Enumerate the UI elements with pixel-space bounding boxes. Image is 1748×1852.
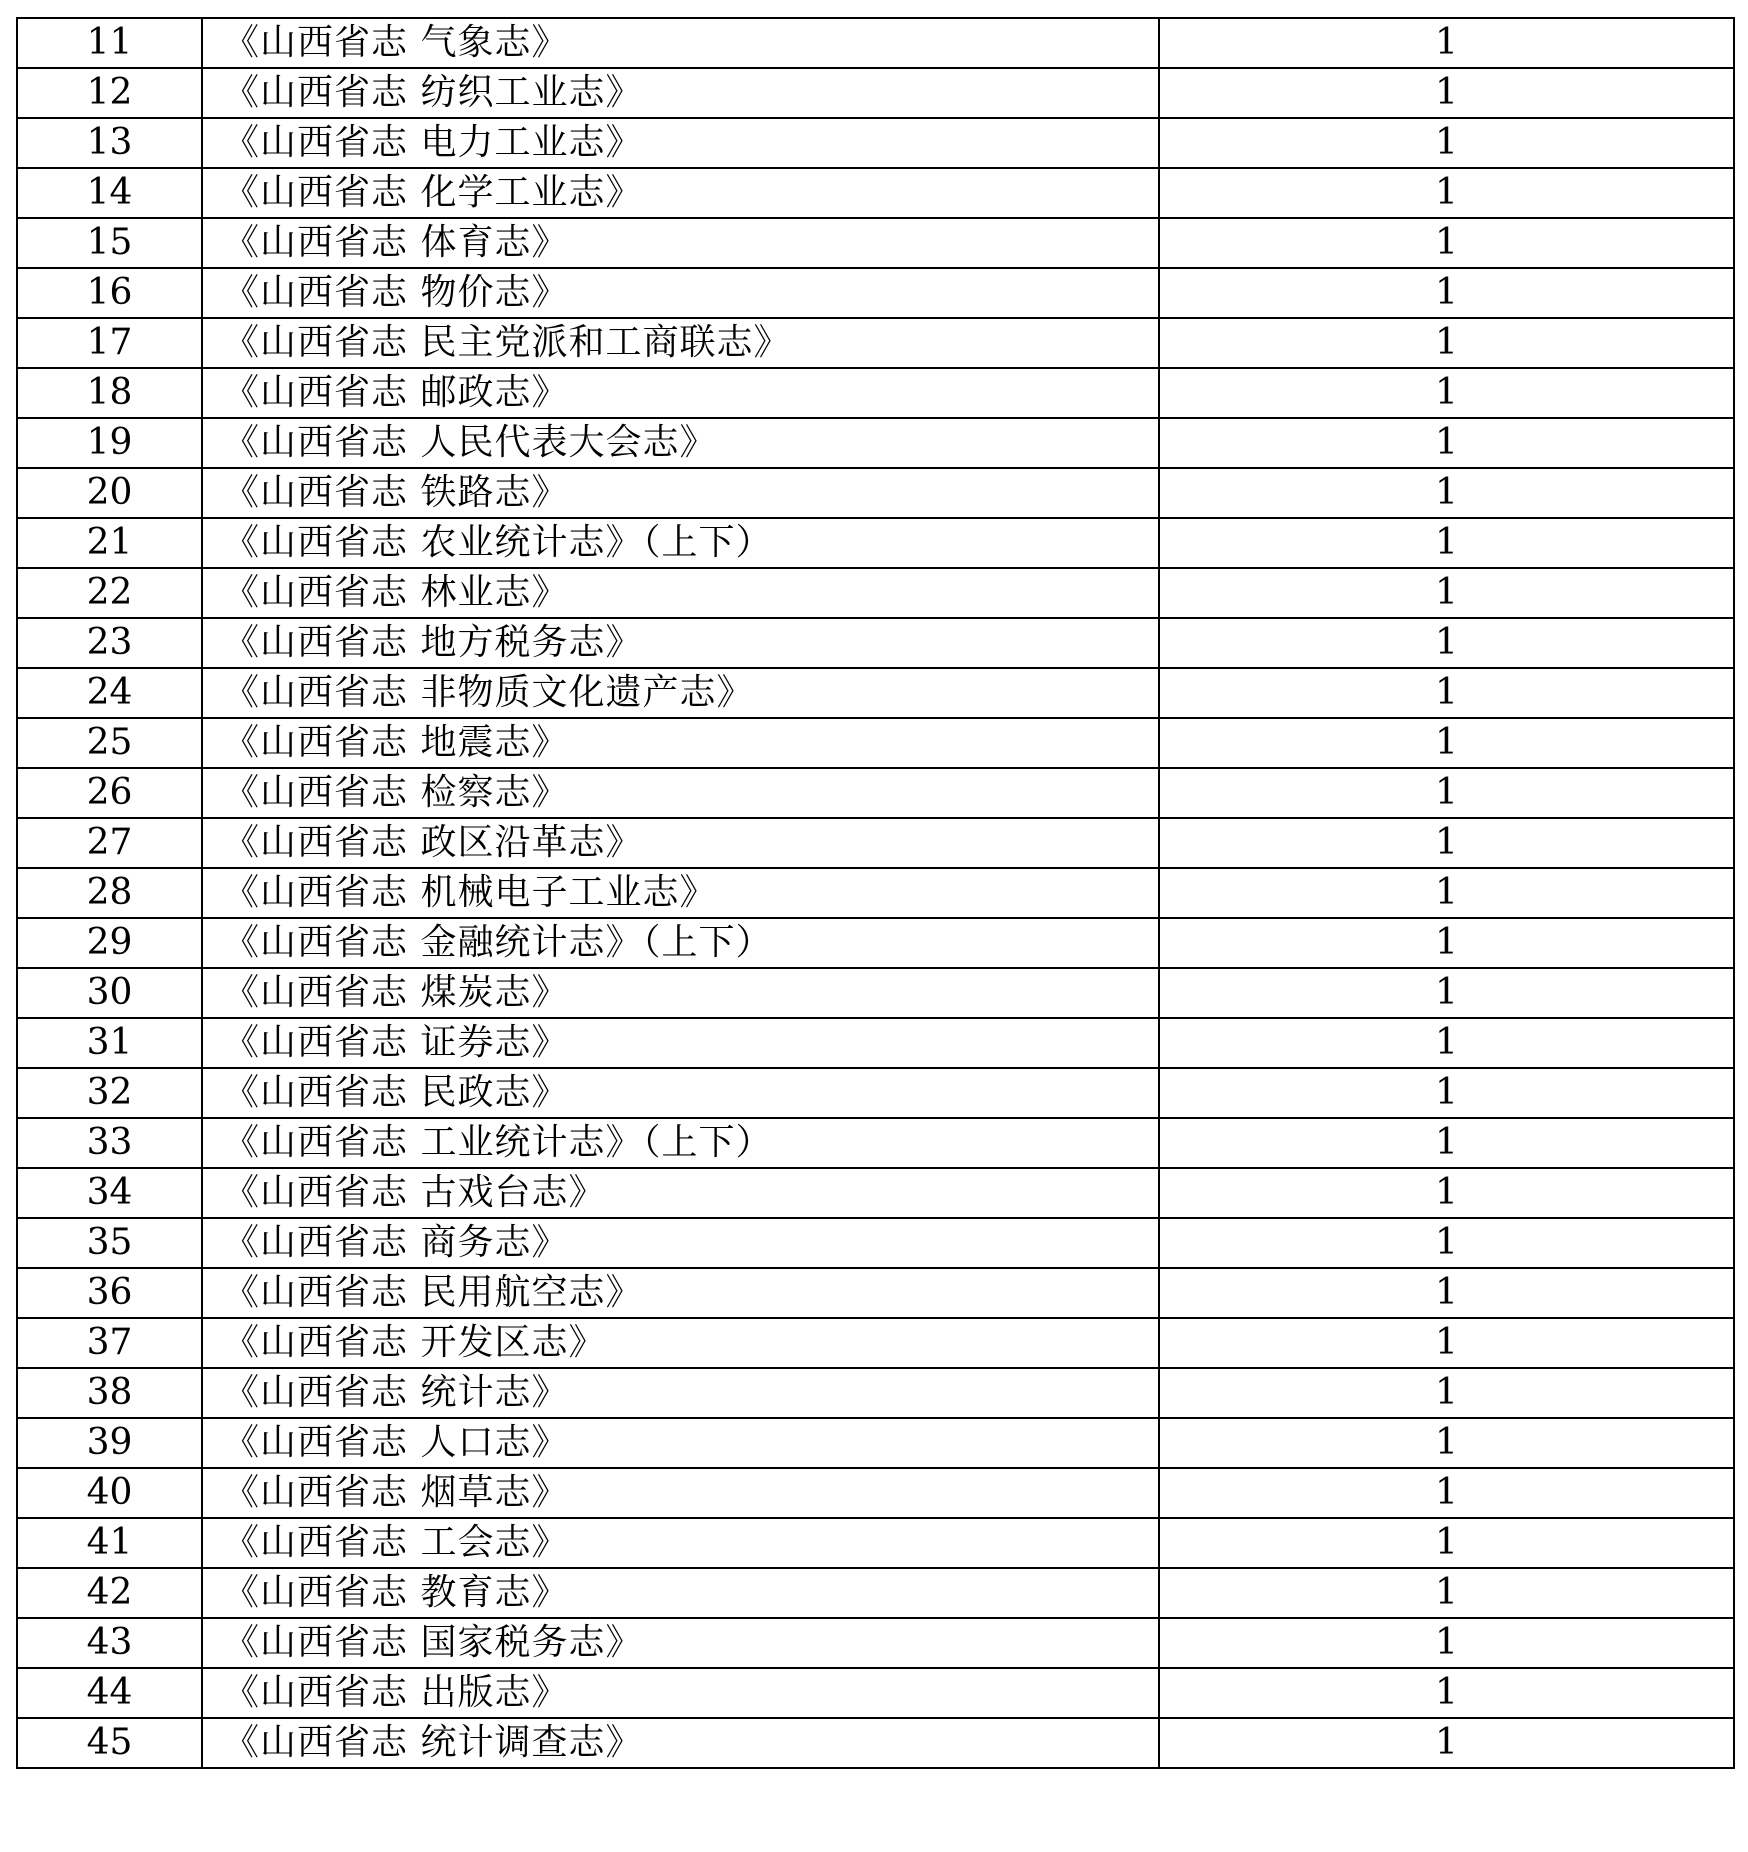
row-number-cell: 26	[17, 768, 202, 818]
quantity-cell: 1	[1159, 768, 1734, 818]
table-row	[17, 768, 1734, 818]
quantity-cell: 1	[1159, 1168, 1734, 1218]
book-title-cell: 《山西省志 统计调查志》	[202, 1718, 1159, 1768]
row-number-cell: 42	[17, 1568, 202, 1618]
table-row	[17, 1218, 1734, 1268]
table-row	[17, 268, 1734, 318]
quantity-cell: 1	[1159, 168, 1734, 218]
book-title-cell: 《山西省志 人民代表大会志》	[202, 418, 1159, 468]
row-number-cell: 45	[17, 1718, 202, 1768]
row-number-cell: 34	[17, 1168, 202, 1218]
quantity-cell: 1	[1159, 1618, 1734, 1668]
row-number-cell: 37	[17, 1318, 202, 1368]
row-number-cell: 44	[17, 1668, 202, 1718]
book-title-cell: 《山西省志 农业统计志》（上下）	[202, 518, 1159, 568]
row-number-cell: 23	[17, 618, 202, 668]
quantity-cell: 1	[1159, 1018, 1734, 1068]
table-row	[17, 968, 1734, 1018]
row-number-cell: 31	[17, 1018, 202, 1068]
book-title-cell: 《山西省志 民主党派和工商联志》	[202, 318, 1159, 368]
quantity-cell: 1	[1159, 1368, 1734, 1418]
row-number-cell: 12	[17, 68, 202, 118]
quantity-cell: 1	[1159, 1118, 1734, 1168]
book-title-cell: 《山西省志 铁路志》	[202, 468, 1159, 518]
table-row	[17, 168, 1734, 218]
table-row	[17, 918, 1734, 968]
quantity-cell: 1	[1159, 1668, 1734, 1718]
book-title-cell: 《山西省志 商务志》	[202, 1218, 1159, 1268]
table-row	[17, 818, 1734, 868]
book-title-cell: 《山西省志 工业统计志》（上下）	[202, 1118, 1159, 1168]
book-title-cell: 《山西省志 林业志》	[202, 568, 1159, 618]
row-number-cell: 21	[17, 518, 202, 568]
table-row	[17, 1168, 1734, 1218]
table-row	[17, 1518, 1734, 1568]
book-title-cell: 《山西省志 民用航空志》	[202, 1268, 1159, 1318]
row-number-cell: 25	[17, 718, 202, 768]
quantity-cell: 1	[1159, 18, 1734, 68]
book-title-cell: 《山西省志 检察志》	[202, 768, 1159, 818]
book-title-cell: 《山西省志 煤炭志》	[202, 968, 1159, 1018]
book-title-cell: 《山西省志 古戏台志》	[202, 1168, 1159, 1218]
book-title-cell: 《山西省志 教育志》	[202, 1568, 1159, 1618]
quantity-cell: 1	[1159, 1468, 1734, 1518]
table-row	[17, 368, 1734, 418]
table-row	[17, 18, 1734, 68]
book-title-cell: 《山西省志 地震志》	[202, 718, 1159, 768]
book-title-cell: 《山西省志 机械电子工业志》	[202, 868, 1159, 918]
book-title-cell: 《山西省志 地方税务志》	[202, 618, 1159, 668]
quantity-cell: 1	[1159, 1218, 1734, 1268]
row-number-cell: 43	[17, 1618, 202, 1668]
table-row	[17, 668, 1734, 718]
table-row	[17, 1118, 1734, 1168]
quantity-cell: 1	[1159, 518, 1734, 568]
row-number-cell: 16	[17, 268, 202, 318]
table-row	[17, 418, 1734, 468]
book-title-cell: 《山西省志 工会志》	[202, 1518, 1159, 1568]
table-row	[17, 1318, 1734, 1368]
row-number-cell: 13	[17, 118, 202, 168]
quantity-cell: 1	[1159, 368, 1734, 418]
quantity-cell: 1	[1159, 668, 1734, 718]
row-number-cell: 28	[17, 868, 202, 918]
table-row	[17, 1718, 1734, 1768]
book-title-cell: 《山西省志 开发区志》	[202, 1318, 1159, 1368]
table-row	[17, 1018, 1734, 1068]
book-title-cell: 《山西省志 统计志》	[202, 1368, 1159, 1418]
book-title-cell: 《山西省志 气象志》	[202, 18, 1159, 68]
book-title-cell: 《山西省志 国家税务志》	[202, 1618, 1159, 1668]
book-title-cell: 《山西省志 政区沿革志》	[202, 818, 1159, 868]
book-title-cell: 《山西省志 民政志》	[202, 1068, 1159, 1118]
row-number-cell: 33	[17, 1118, 202, 1168]
table-row	[17, 1568, 1734, 1618]
table-row	[17, 1618, 1734, 1668]
quantity-cell: 1	[1159, 268, 1734, 318]
row-number-cell: 18	[17, 368, 202, 418]
row-number-cell: 36	[17, 1268, 202, 1318]
quantity-cell: 1	[1159, 568, 1734, 618]
table-row	[17, 1468, 1734, 1518]
table-row	[17, 1268, 1734, 1318]
table-row	[17, 568, 1734, 618]
quantity-cell: 1	[1159, 718, 1734, 768]
row-number-cell: 15	[17, 218, 202, 268]
row-number-cell: 30	[17, 968, 202, 1018]
table-body	[17, 18, 1734, 1768]
book-title-cell: 《山西省志 物价志》	[202, 268, 1159, 318]
book-title-cell: 《山西省志 非物质文化遗产志》	[202, 668, 1159, 718]
quantity-cell: 1	[1159, 318, 1734, 368]
quantity-cell: 1	[1159, 68, 1734, 118]
row-number-cell: 20	[17, 468, 202, 518]
table-row	[17, 118, 1734, 168]
row-number-cell: 40	[17, 1468, 202, 1518]
quantity-cell: 1	[1159, 1518, 1734, 1568]
row-number-cell: 17	[17, 318, 202, 368]
row-number-cell: 22	[17, 568, 202, 618]
row-number-cell: 35	[17, 1218, 202, 1268]
quantity-cell: 1	[1159, 468, 1734, 518]
table-row	[17, 468, 1734, 518]
book-title-cell: 《山西省志 人口志》	[202, 1418, 1159, 1468]
row-number-cell: 11	[17, 18, 202, 68]
book-list-table	[16, 17, 1735, 1769]
quantity-cell: 1	[1159, 1068, 1734, 1118]
book-list-table-wrapper	[16, 17, 1733, 1769]
quantity-cell: 1	[1159, 1568, 1734, 1618]
book-title-cell: 《山西省志 金融统计志》（上下）	[202, 918, 1159, 968]
table-row	[17, 1068, 1734, 1118]
row-number-cell: 39	[17, 1418, 202, 1468]
quantity-cell: 1	[1159, 218, 1734, 268]
book-title-cell: 《山西省志 纺织工业志》	[202, 68, 1159, 118]
table-row	[17, 1368, 1734, 1418]
quantity-cell: 1	[1159, 1418, 1734, 1468]
quantity-cell: 1	[1159, 1268, 1734, 1318]
quantity-cell: 1	[1159, 1318, 1734, 1368]
quantity-cell: 1	[1159, 418, 1734, 468]
row-number-cell: 32	[17, 1068, 202, 1118]
table-row	[17, 218, 1734, 268]
quantity-cell: 1	[1159, 818, 1734, 868]
row-number-cell: 19	[17, 418, 202, 468]
row-number-cell: 38	[17, 1368, 202, 1418]
row-number-cell: 14	[17, 168, 202, 218]
book-title-cell: 《山西省志 烟草志》	[202, 1468, 1159, 1518]
table-row	[17, 1418, 1734, 1468]
table-row	[17, 868, 1734, 918]
book-title-cell: 《山西省志 电力工业志》	[202, 118, 1159, 168]
quantity-cell: 1	[1159, 118, 1734, 168]
table-row	[17, 718, 1734, 768]
quantity-cell: 1	[1159, 1718, 1734, 1768]
table-row	[17, 1668, 1734, 1718]
quantity-cell: 1	[1159, 868, 1734, 918]
row-number-cell: 24	[17, 668, 202, 718]
book-title-cell: 《山西省志 体育志》	[202, 218, 1159, 268]
book-title-cell: 《山西省志 证券志》	[202, 1018, 1159, 1068]
table-row	[17, 68, 1734, 118]
row-number-cell: 29	[17, 918, 202, 968]
table-row	[17, 518, 1734, 568]
book-title-cell: 《山西省志 化学工业志》	[202, 168, 1159, 218]
book-title-cell: 《山西省志 出版志》	[202, 1668, 1159, 1718]
quantity-cell: 1	[1159, 968, 1734, 1018]
row-number-cell: 41	[17, 1518, 202, 1568]
table-row	[17, 618, 1734, 668]
quantity-cell: 1	[1159, 618, 1734, 668]
quantity-cell: 1	[1159, 918, 1734, 968]
row-number-cell: 27	[17, 818, 202, 868]
table-row	[17, 318, 1734, 368]
book-title-cell: 《山西省志 邮政志》	[202, 368, 1159, 418]
